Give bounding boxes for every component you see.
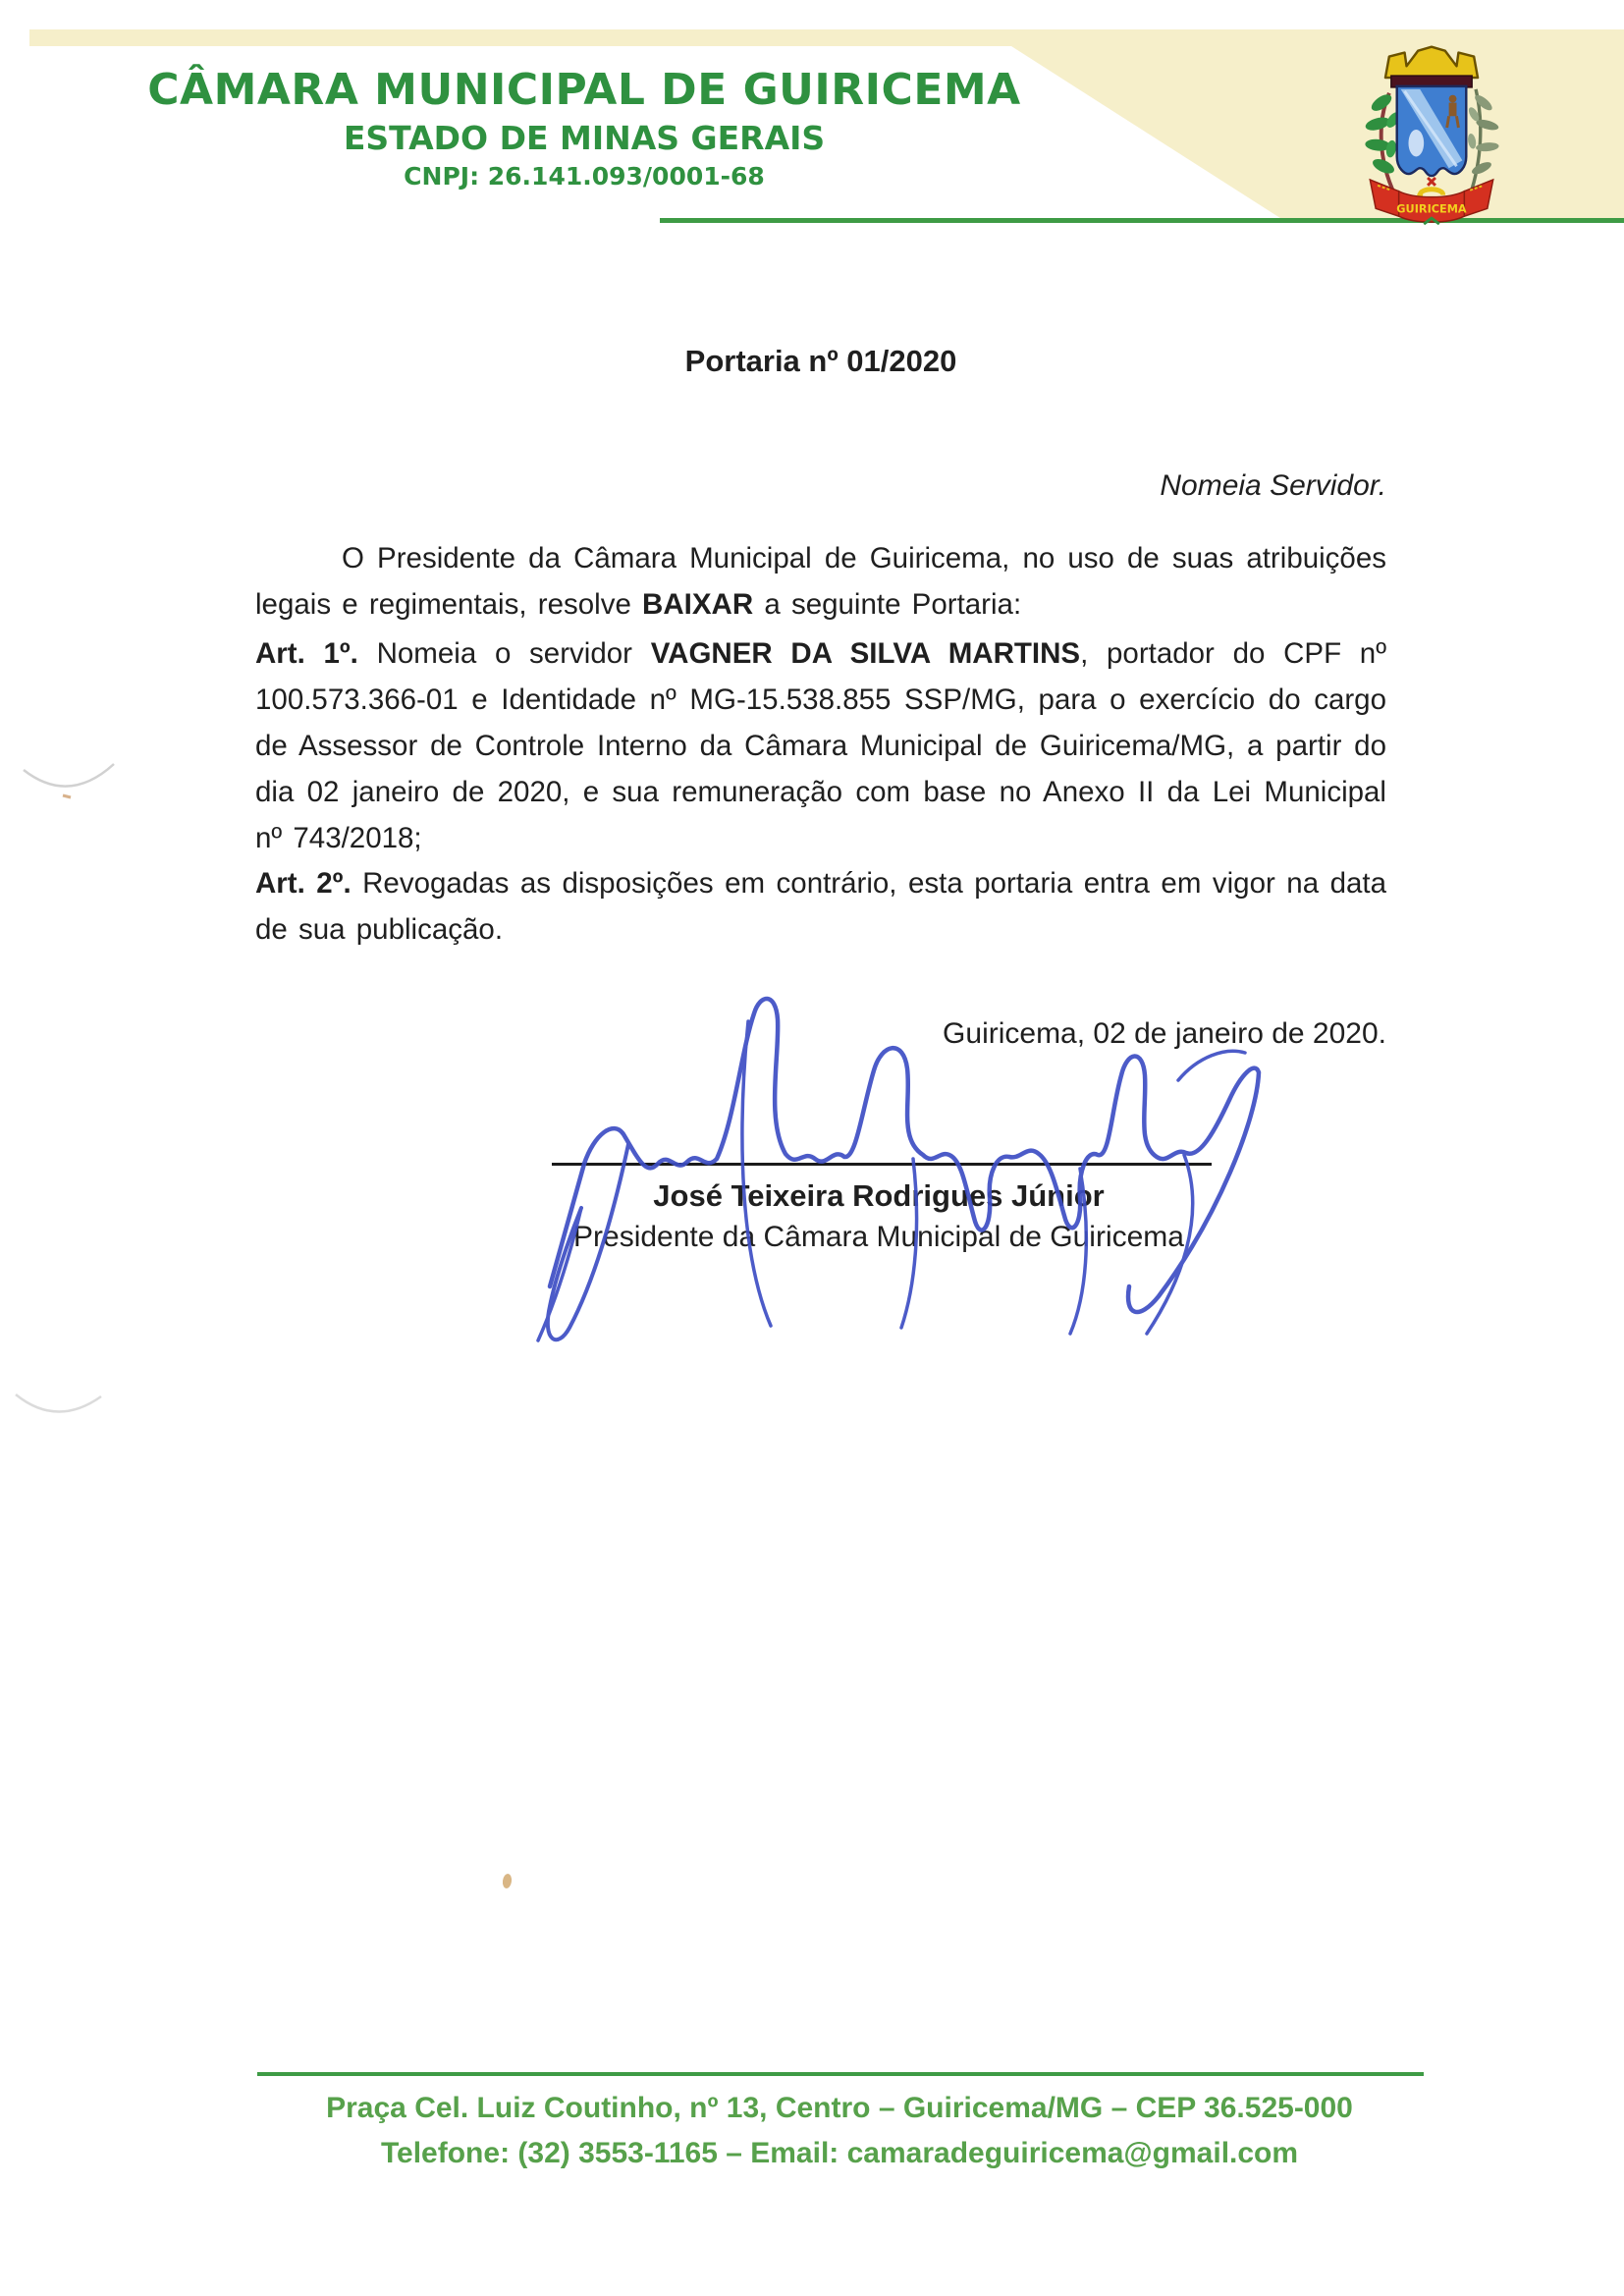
signer-role: Presidente da Câmara Municipal de Guiricema <box>573 1221 1184 1253</box>
ribbon-banner <box>1370 180 1492 224</box>
shield-icon <box>1397 86 1467 176</box>
document-title: Portaria nº 01/2020 <box>684 344 957 378</box>
bugle-emblem-icon <box>1417 178 1442 198</box>
header-accent-corner <box>1011 29 1624 222</box>
article-2-label: Art. 2º. <box>255 867 352 900</box>
org-state: ESTADO DE MINAS GERAIS <box>343 119 826 157</box>
footer-address: Praça Cel. Luiz Coutinho, nº 13, Centro – Guiricema/MG – CEP 36.525-000 <box>326 2092 1353 2124</box>
signature-ink <box>491 962 1276 1355</box>
article-1-servant-name: VAGNER DA SILVA MARTINS <box>650 637 1081 670</box>
scan-artifact-arc <box>20 758 118 812</box>
article-1-text: Nomeia o servidor <box>357 637 651 670</box>
letterhead <box>88 63 1080 194</box>
paragraph-article-1 <box>255 630 1386 861</box>
article-1-label: Art. 1º. <box>255 637 358 670</box>
intro-text-end: a seguinte Portaria: <box>753 588 1022 621</box>
paragraph-intro <box>255 535 1386 628</box>
intro-text: O Presidente da Câmara Municipal de Guiricema, no uso de suas atribuições legais e regimentais, resolve <box>255 542 1386 621</box>
footer <box>226 2086 1453 2176</box>
scan-artifact-arc <box>12 1387 105 1436</box>
epigraph: Nomeia Servidor. <box>1160 469 1386 502</box>
footer-contact: Telefone: (32) 3553-1165 – Email: camaradeguiricema@gmail.com <box>380 2137 1299 2169</box>
crown-icon <box>1385 47 1478 87</box>
municipal-crest-icon <box>1355 33 1508 226</box>
dateline: Guiricema, 02 de janeiro de 2020. <box>943 1017 1386 1050</box>
ribbon-text: GUIRICEMA <box>1396 202 1467 216</box>
intro-bold-baixar: BAIXAR <box>642 588 754 621</box>
article-2-text: Revogadas as disposições em contrário, esta portaria entra em vigor na data de sua publicação. <box>255 867 1386 946</box>
org-title: CÂMARA MUNICIPAL DE GUIRICEMA <box>147 65 1021 115</box>
signer-name: José Teixeira Rodrigues Júnior <box>653 1178 1105 1213</box>
article-1-text-end: , portador do CPF nº 100.573.366-01 e Identidade nº MG-15.538.855 SSP/MG, para o exercício do cargo de Assessor de Controle Interno da Câmara Municipal de Guiricema/MG, a partir do dia 02 janeiro de 2020, e sua remuneração com base no Anexo II da Lei Municipal nº 743/2018; <box>255 637 1386 854</box>
footer-rule <box>257 2072 1424 2076</box>
right-branch-icon <box>1467 89 1500 195</box>
org-cnpj: CNPJ: 26.141.093/0001-68 <box>404 162 765 191</box>
header-accent-band <box>29 29 1021 46</box>
scan-artifact-speck <box>502 1873 513 1888</box>
paragraph-article-2 <box>255 860 1386 953</box>
